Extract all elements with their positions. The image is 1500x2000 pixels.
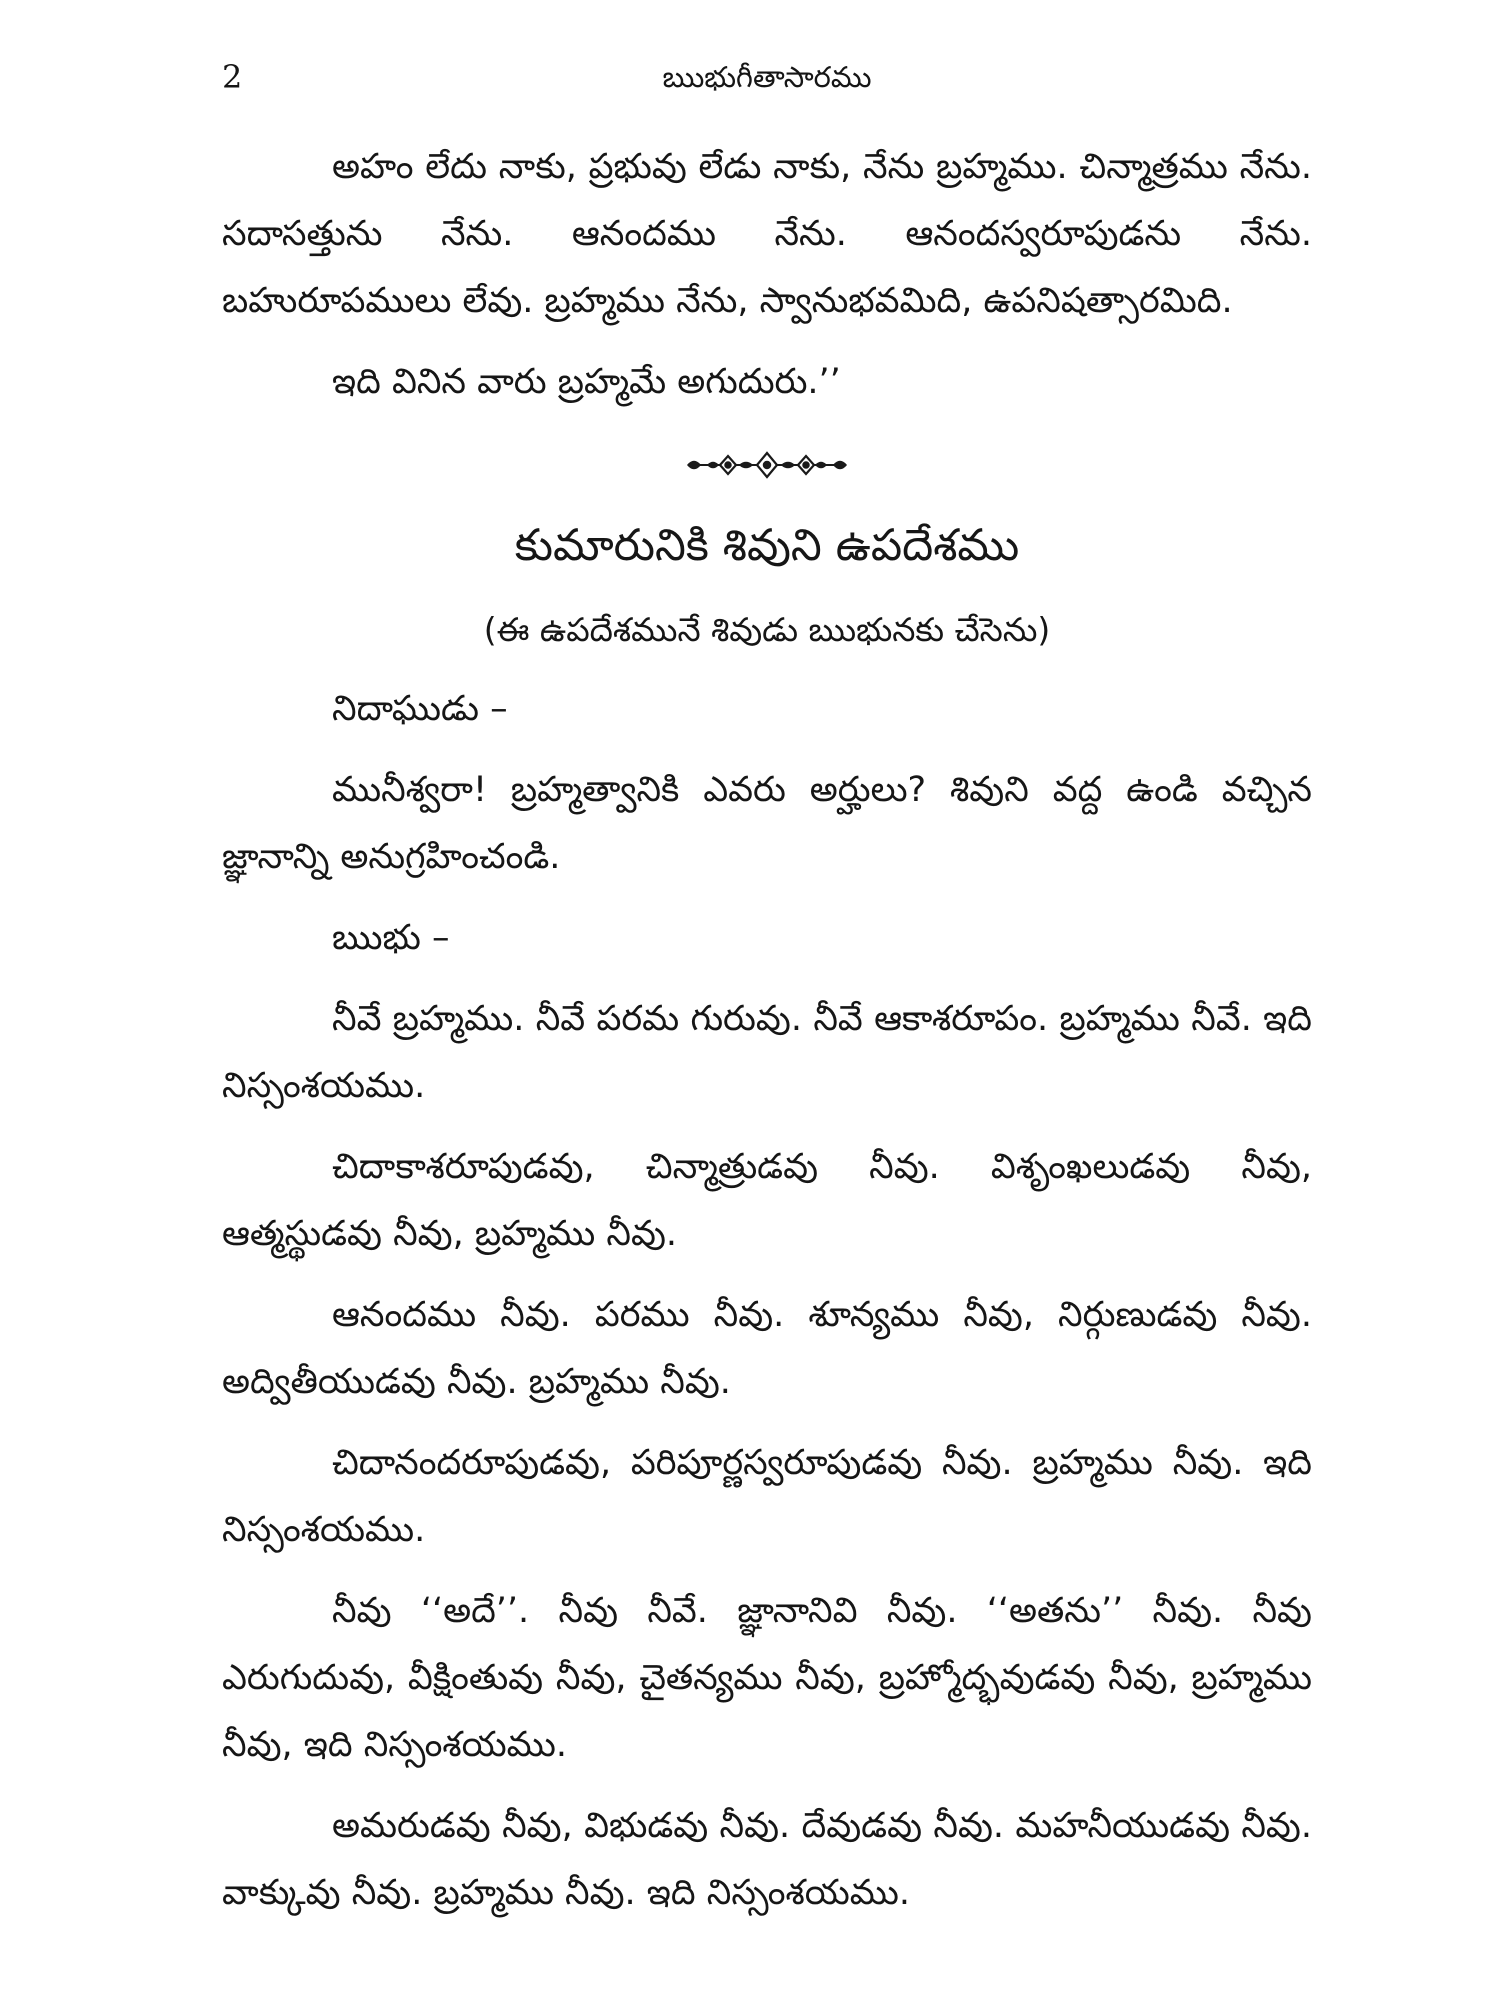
floral-ornament-icon <box>682 445 852 485</box>
section-subtitle: (ఈ ఉపదేశమునే శివుడు ఋభునకు చేసెను) <box>483 610 1051 649</box>
page-header <box>222 52 1312 102</box>
section-title: కుమారునికి శివుని ఉపదేశము <box>514 520 1020 571</box>
ornament-divider <box>222 430 1312 500</box>
intro-paragraph-2: ఇది వినిన వారు బ్రహ్మమే అగుదురు.’’ <box>332 362 841 402</box>
teaching-paragraph-1: నీవే బ్రహ్మము. నీవే పరమ గురువు. నీవే ఆకాశరూపం. బ్రహ్మము నీవే. ఇది నిస్సంశయము. <box>222 999 1312 1106</box>
teaching-paragraph-4: చిదానందరూపుడవు, పరిపూర్ణస్వరూపుడవు నీవు. బ్రహ్మము నీవు. ఇది నిస్సంశయము. <box>222 1443 1312 1550</box>
nidaghudu-question: మునీశ్వరా! బ్రహ్మత్వానికి ఎవరు అర్హులు? శివుని వద్ద ఉండి వచ్చిన జ్ఞానాన్ని అనుగ్రహించండి. <box>222 770 1312 877</box>
teaching-paragraph-5: నీవు ‘‘అదే’’. నీవు నీవే. జ్ఞానానివి నీవు. ‘‘అతను’’ నీవు. నీవు ఎరుగుదువు, వీక్షింతువు నీవు, చైతన్యము నీవు, బ్రహ్మోద్భవుడవు నీవు, బ్రహ్మము నీవు, ఇది నిస్సంశయము. <box>222 1591 1312 1765</box>
teaching-paragraph-2: చిదాకాశరూపుడవు, చిన్మాత్రుడవు నీవు. విశృంఖలుడవు నీవు, ఆత్మస్థుడవు నీవు, బ్రహ్మము నీవు. <box>222 1147 1312 1254</box>
page-number: 2 <box>222 58 243 96</box>
running-title: ఋభుగీతాసారము <box>662 60 872 94</box>
teaching-paragraph-6: అమరుడవు నీవు, విభుడవు నీవు. దేవుడవు నీవు. మహనీయుడవు నీవు. వాక్కువు నీవు. బ్రహ్మము నీవు. ఇది నిస్సంశయము. <box>222 1806 1312 1913</box>
intro-paragraph-1: అహం లేదు నాకు, ప్రభువు లేడు నాకు, నేను బ్రహ్మము. చిన్మాత్రము నేను. సదాసత్తును నేను. ఆనందము నేను. ఆనందస్వరూపుడను నేను. బహురూపములు లేవు. బ్రహ్మము నేను, స్వానుభవమిది, ఉపనిషత్సారమిది. <box>222 147 1312 321</box>
speaker-label-nidaghudu: నిదాఘుడు – <box>332 689 508 729</box>
page-content <box>222 134 1312 1941</box>
teaching-paragraph-3: ఆనందము నీవు. పరము నీవు. శూన్యము నీవు, నిర్గుణుడవు నీవు. అద్వితీయుడవు నీవు. బ్రహ్మము నీవు. <box>222 1295 1312 1402</box>
speaker-label-ribhu: ఋభు – <box>332 918 450 958</box>
